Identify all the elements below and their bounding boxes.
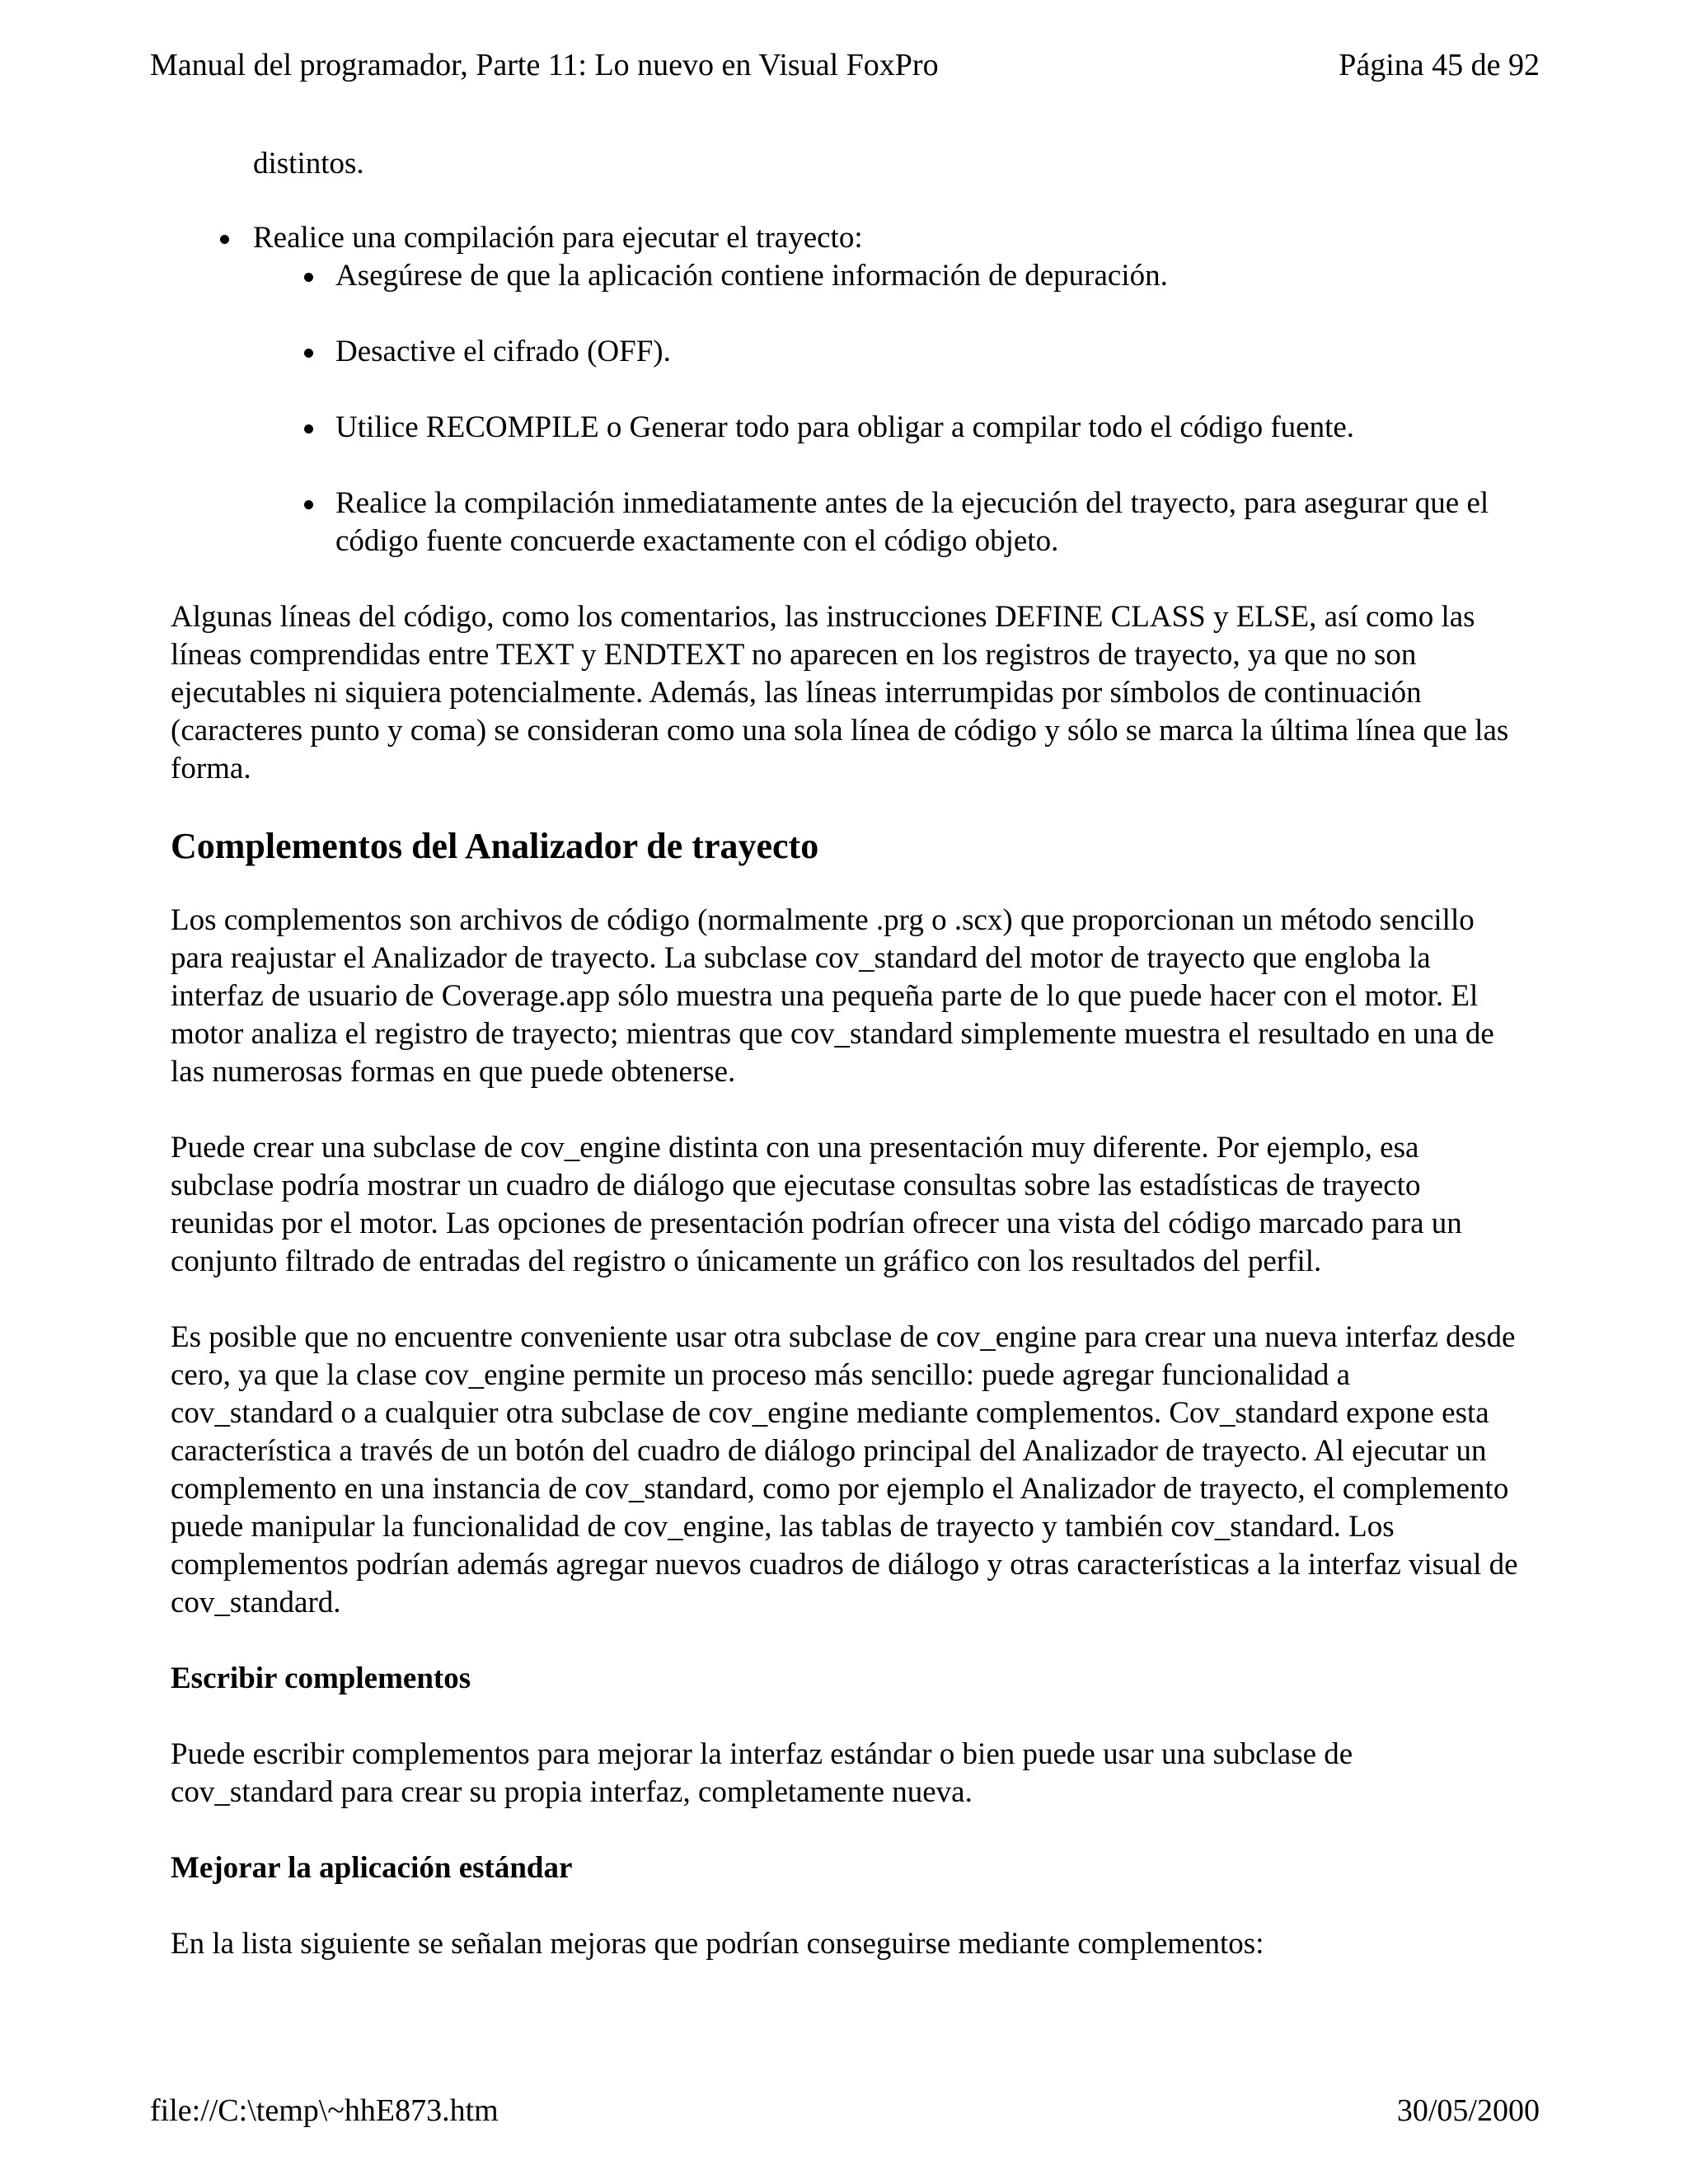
paragraph: Algunas líneas del código, como los comentarios, las instrucciones DEFINE CLASS y ELSE, así como las líneas comprendidas entre TEXT y ENDTEXT no aparecen en los registros de trayecto, ya que no son ejecutables ni siquiera potencialmente. Además, las líneas interrumpidas por símbolos de continuación (caracteres punto y coma) se consideran como una sola línea de código y sólo se marca la última línea que las forma.: [171, 600, 1509, 785]
print-date: 30/05/2000: [1396, 2093, 1540, 2128]
bullet-icon: [220, 235, 229, 244]
file-path: file://C:\temp\~hhE873.htm: [150, 2093, 499, 2128]
bullet-icon: [304, 273, 313, 282]
bullet-icon: [304, 349, 313, 358]
bullet-icon: [304, 424, 313, 434]
list-item: [171, 219, 1519, 560]
paragraph: Es posible que no encuentre conveniente usar otra subclase de cov_engine para crear una nueva interfaz desde cero, ya que la clase cov_engine permite un proceso más sencillo: puede agregar funcionalidad a cov_standard o a cualquier otra subclase de cov_engine mediante complementos. Cov_standard expone esta característica a través de un botón del cuadro de diálogo principal del Analizador de trayecto. Al ejecutar un complemento en una instancia de cov_standard, como por ejemplo el Analizador de trayecto, el complemento puede manipular la funcionalidad de cov_engine, las tablas de trayecto y también cov_standard. Los complementos podrían además agregar nuevos cuadros de diálogo y otras características a la interfaz visual de cov_standard.: [171, 1320, 1518, 1619]
document-body: [171, 145, 1519, 1963]
continuation-text: distintos.: [253, 147, 364, 180]
sub-heading: Mejorar la aplicación estándar: [171, 1851, 573, 1885]
sub-list-item: [253, 409, 1519, 447]
sub-heading: Escribir complementos: [171, 1661, 471, 1695]
page-footer: [150, 2092, 1540, 2130]
section-heading: Complementos del Analizador de trayecto: [171, 826, 819, 866]
document-title: Manual del programador, Parte 11: Lo nuevo en Visual FoxPro: [150, 48, 939, 82]
sub-list-item-text: Realice la compilación inmediatamente antes de la ejecución del trayecto, para asegurar que el código fuente concuerde exactamente con el código objeto.: [335, 486, 1489, 558]
sub-list-item-text: Utilice RECOMPILE o Generar todo para obligar a compilar todo el código fuente.: [335, 410, 1355, 444]
paragraph: Puede escribir complementos para mejorar la interfaz estándar o bien puede usar una subclase de cov_standard para crear su propia interfaz, completamente nueva.: [171, 1737, 1353, 1809]
sub-list-item-text: Asegúrese de que la aplicación contiene información de depuración.: [335, 259, 1168, 293]
page-header: [150, 46, 1540, 84]
bullet-list: [171, 219, 1519, 560]
sub-list-item: [253, 257, 1519, 295]
sub-bullet-list: [253, 257, 1519, 560]
sub-list-item: [253, 333, 1519, 371]
paragraph: Los complementos son archivos de código (normalmente .prg o .scx) que proporcionan un método sencillo para reajustar el Analizador de trayecto. La subclase cov_standard del motor de trayecto que engloba la interfaz de usuario de Coverage.app sólo muestra una pequeña parte de lo que puede hacer con el motor. El motor analiza el registro de trayecto; mientras que cov_standard simplemente muestra el resultado en una de las numerosas formas en que puede obtenerse.: [171, 903, 1494, 1089]
paragraph: En la lista siguiente se señalan mejoras que podrían conseguirse mediante complementos:: [171, 1927, 1264, 1961]
list-item-text: Realice una compilación para ejecutar el trayecto:: [253, 221, 863, 255]
bullet-icon: [304, 500, 313, 509]
sub-list-item: [253, 485, 1519, 560]
page-number: Página 45 de 92: [1339, 48, 1540, 82]
paragraph: Puede crear una subclase de cov_engine distinta con una presentación muy diferente. Por ejemplo, esa subclase podría mostrar un cuadro de diálogo que ejecutase consultas sobre las estadísticas de trayecto reunidas por el motor. Las opciones de presentación podrían ofrecer una vista del código marcado para un conjunto filtrado de entradas del registro o únicamente un gráfico con los resultados del perfil.: [171, 1131, 1462, 1278]
sub-list-item-text: Desactive el cifrado (OFF).: [335, 335, 671, 368]
